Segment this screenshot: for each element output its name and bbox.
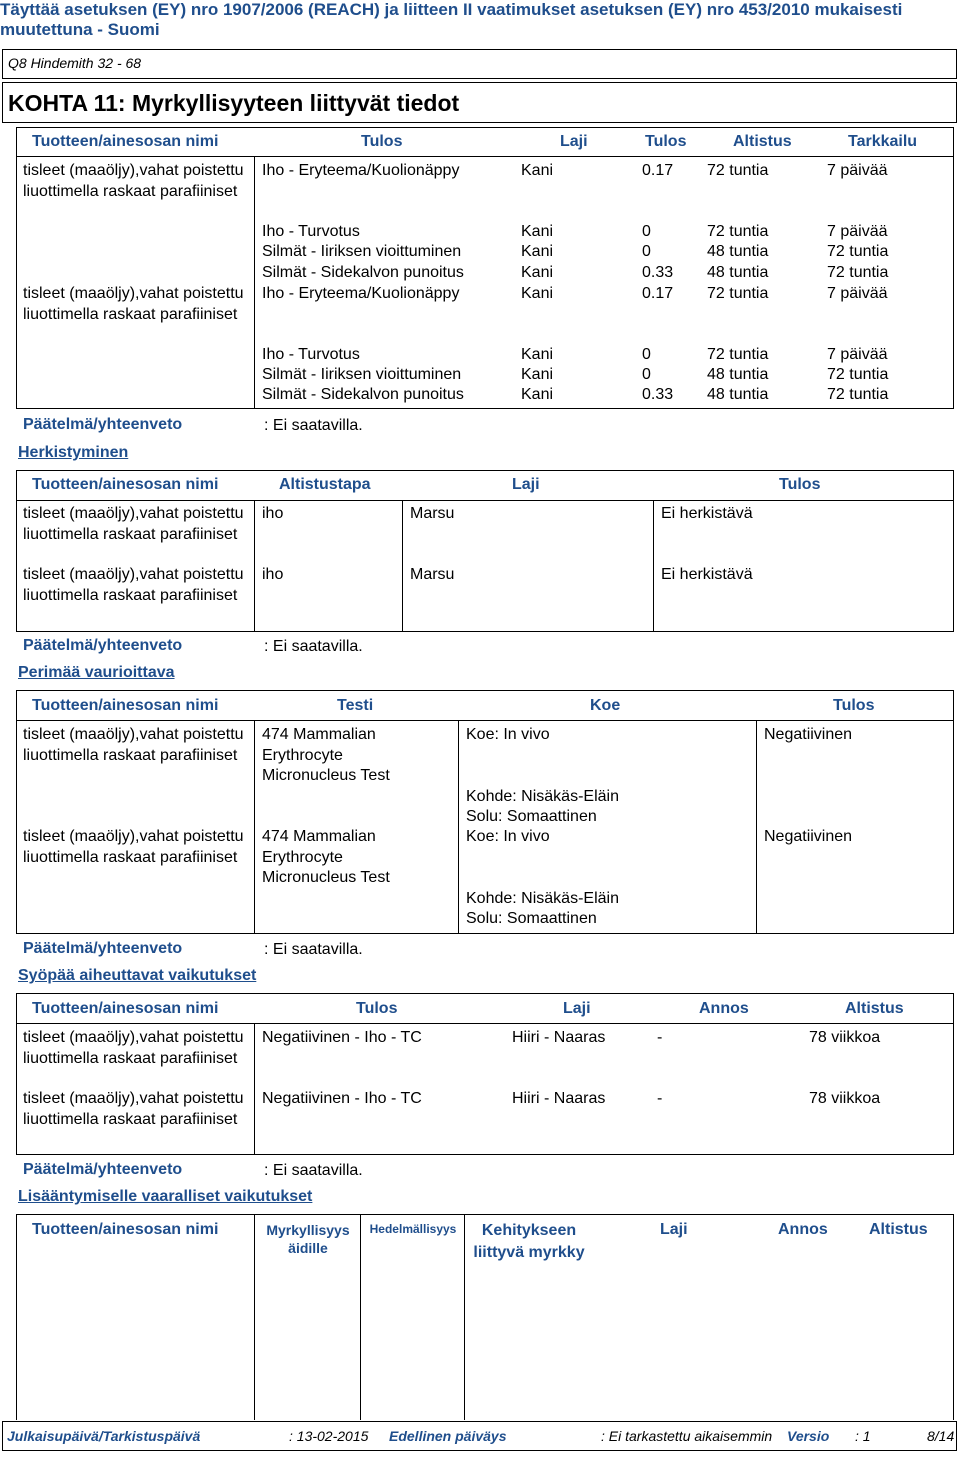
conclusion-label: Päätelmä/yhteenveto — [23, 940, 183, 957]
footer-release-label: Julkaisupäivä/Tarkistuspäivä — [7, 1428, 201, 1444]
table-divider — [16, 500, 954, 501]
substance-name: tisleet (maaöljy),vahat poistettu liuottimella raskaat parafiiniset — [23, 566, 244, 604]
mutagenicity-header-result: Tulos — [833, 697, 875, 714]
conclusion-value: : Ei saatavilla. — [264, 638, 363, 655]
sensitization-header-route: Altistustapa — [279, 476, 371, 493]
mutagenicity-heading: Perimää vaurioittava — [18, 664, 175, 681]
result-cell: Ei herkistävä — [661, 505, 753, 522]
table-divider — [458, 720, 459, 934]
result-cell: Negatiivinen — [764, 726, 853, 743]
experiment-cell: Solu: Somaattinen — [466, 808, 597, 825]
score-cell: 0.33 — [642, 386, 674, 403]
section-heading-box — [2, 82, 957, 123]
observation-cell: 7 päivää — [827, 223, 888, 240]
table-divider — [360, 1214, 361, 1420]
conclusion-label: Päätelmä/yhteenveto — [23, 416, 183, 433]
result-cell: Negatiivinen - Iho - TC — [262, 1029, 422, 1046]
substance-name: tisleet (maaöljy),vahat poistettu liuottimella raskaat parafiiniset — [23, 1029, 244, 1067]
product-name-box — [2, 49, 957, 79]
species-cell: Kani — [521, 223, 554, 240]
table-divider — [254, 1023, 255, 1155]
table-divider — [653, 500, 654, 632]
test-cell: 474 Mammalian Erythrocyte Micronucleus Test — [262, 828, 390, 886]
substance-name: tisleet (maaöljy),vahat poistettu liuottimella raskaat parafiiniset — [23, 726, 244, 764]
result-cell: Iho - Eryteema/Kuolionäppy — [262, 285, 460, 302]
exposure-cell: 78 viikkoa — [809, 1090, 881, 1107]
dose-cell: - — [657, 1090, 663, 1107]
irritation-header-species: Laji — [560, 133, 588, 150]
sensitization-heading: Herkistyminen — [18, 444, 129, 461]
table-divider — [16, 1023, 954, 1024]
species-cell: Kani — [521, 386, 554, 403]
species-cell: Kani — [521, 264, 554, 281]
carcinogenicity-header-result: Tulos — [356, 1000, 398, 1017]
footer-previous-label: Edellinen päiväys — [389, 1428, 507, 1444]
score-cell: 0.33 — [642, 264, 674, 281]
table-divider — [254, 156, 255, 409]
section-heading: KOHTA 11: Myrkyllisyyteen liittyvät tiedot — [8, 90, 460, 116]
footer-release-value: : 13-02-2015 — [289, 1428, 369, 1444]
substance-name: tisleet (maaöljy),vahat poistettu liuottimella raskaat parafiiniset — [23, 828, 244, 866]
observation-cell: 7 päivää — [827, 346, 888, 363]
result-cell: Iho - Turvotus — [262, 346, 360, 363]
result-cell: Iho - Eryteema/Kuolionäppy — [262, 162, 460, 179]
mutagenicity-header-test: Testi — [337, 697, 374, 714]
reproductive-header-exposure: Altistus — [869, 1221, 928, 1238]
species-cell: Hiiri - Naaras — [512, 1090, 606, 1107]
exposure-cell: 72 tuntia — [707, 346, 769, 363]
species-cell: Kani — [521, 346, 554, 363]
dose-cell: - — [657, 1029, 663, 1046]
table-divider — [464, 1214, 465, 1420]
conclusion-label: Päätelmä/yhteenveto — [23, 1161, 183, 1178]
exposure-cell: 72 tuntia — [707, 285, 769, 302]
conclusion-value: : Ei saatavilla. — [264, 941, 363, 958]
species-cell: Hiiri - Naaras — [512, 1029, 606, 1046]
species-cell: Marsu — [410, 566, 455, 583]
observation-cell: 72 tuntia — [827, 386, 889, 403]
conclusion-value: : Ei saatavilla. — [264, 1162, 363, 1179]
carcinogenicity-header-name: Tuotteen/ainesosan nimi — [32, 1000, 219, 1017]
experiment-cell: Kohde: Nisäkäs-Eläin — [466, 890, 619, 907]
mutagenicity-header-experiment: Koe — [590, 697, 621, 714]
score-cell: 0.17 — [642, 162, 674, 179]
result-cell: Silmät - Iiriksen vioittuminen — [262, 366, 462, 383]
carcinogenicity-header-species: Laji — [563, 1000, 591, 1017]
conclusion-label: Päätelmä/yhteenveto — [23, 637, 183, 654]
carcinogenicity-heading: Syöpää aiheuttavat vaikutukset — [18, 967, 257, 984]
table-divider — [254, 1214, 255, 1420]
species-cell: Kani — [521, 285, 554, 302]
exposure-cell: 48 tuntia — [707, 264, 769, 281]
table-divider — [16, 156, 954, 157]
mutagenicity-header-name: Tuotteen/ainesosan nimi — [32, 697, 219, 714]
sensitization-header-result: Tulos — [779, 476, 821, 493]
conclusion-value: : Ei saatavilla. — [264, 417, 363, 434]
exposure-cell: 78 viikkoa — [809, 1029, 881, 1046]
sensitization-header-species: Laji — [512, 476, 540, 493]
substance-name: tisleet (maaöljy),vahat poistettu liuottimella raskaat parafiiniset — [23, 505, 244, 543]
reproductive-header-species: Laji — [660, 1221, 688, 1238]
result-cell: Silmät - Iiriksen vioittuminen — [262, 243, 462, 260]
reproductive-heading: Lisääntymiselle vaaralliset vaikutukset — [18, 1188, 313, 1205]
experiment-cell: Kohde: Nisäkäs-Eläin — [466, 788, 619, 805]
observation-cell: 72 tuntia — [827, 264, 889, 281]
exposure-cell: 72 tuntia — [707, 162, 769, 179]
irritation-header-observation: Tarkkailu — [848, 133, 918, 150]
result-cell: Ei herkistävä — [661, 566, 753, 583]
carcinogenicity-header-exposure: Altistus — [845, 1000, 904, 1017]
reproductive-header-maternal: Myrkyllisyys äidille — [266, 1222, 350, 1256]
observation-cell: 7 päivää — [827, 162, 888, 179]
test-cell: 474 Mammalian Erythrocyte Micronucleus Test — [262, 726, 390, 784]
species-cell: Kani — [521, 243, 554, 260]
result-cell: Silmät - Sidekalvon punoitus — [262, 386, 464, 403]
score-cell: 0 — [642, 346, 651, 363]
result-cell: Silmät - Sidekalvon punoitus — [262, 264, 464, 281]
score-cell: 0 — [642, 366, 651, 383]
observation-cell: 72 tuntia — [827, 243, 889, 260]
reproductive-header-name: Tuotteen/ainesosan nimi — [32, 1221, 219, 1238]
table-divider — [402, 500, 403, 632]
experiment-cell: Solu: Somaattinen — [466, 910, 597, 927]
species-cell: Kani — [521, 366, 554, 383]
substance-name: tisleet (maaöljy),vahat poistettu liuottimella raskaat parafiiniset — [23, 162, 244, 200]
table-divider — [254, 720, 255, 934]
reproductive-header-fertility: Hedelmällisyys — [369, 1222, 457, 1236]
substance-name: tisleet (maaöljy),vahat poistettu liuottimella raskaat parafiiniset — [23, 1090, 244, 1128]
sensitization-header-name: Tuotteen/ainesosan nimi — [32, 476, 219, 493]
exposure-cell: 48 tuntia — [707, 366, 769, 383]
footer-version-label: Versio — [787, 1428, 830, 1444]
observation-cell: 7 päivää — [827, 285, 888, 302]
score-cell: 0 — [642, 223, 651, 240]
route-cell: iho — [262, 505, 284, 522]
table-divider — [254, 500, 255, 632]
document-title: Täyttää asetuksen (EY) nro 1907/2006 (REACH) ja liitteen II vaatimukset asetuksen (EY) nro 453/2010 mukaisesti muutettuna - Suomi — [0, 0, 903, 39]
result-cell: Negatiivinen — [764, 828, 853, 845]
table-divider — [16, 720, 954, 721]
reproductive-header-dose: Annos — [778, 1221, 828, 1238]
irritation-header-name: Tuotteen/ainesosan nimi — [32, 133, 219, 150]
experiment-cell: Koe: In vivo — [466, 726, 550, 743]
exposure-cell: 72 tuntia — [707, 223, 769, 240]
footer-previous-value: : Ei tarkastettu aikaisemmin — [601, 1428, 773, 1444]
irritation-header-result: Tulos — [361, 133, 403, 150]
table-divider — [756, 720, 757, 934]
irritation-header-score: Tulos — [645, 133, 687, 150]
substance-name: tisleet (maaöljy),vahat poistettu liuottimella raskaat parafiiniset — [23, 285, 244, 323]
reproductive-header-development: Kehitykseen liittyvä myrkky — [473, 1222, 585, 1261]
product-name: Q8 Hindemith 32 - 68 — [8, 55, 142, 71]
carcinogenicity-header-dose: Annos — [699, 1000, 749, 1017]
score-cell: 0.17 — [642, 285, 674, 302]
result-cell: Negatiivinen - Iho - TC — [262, 1090, 422, 1107]
result-cell: Iho - Turvotus — [262, 223, 360, 240]
species-cell: Kani — [521, 162, 554, 179]
footer-page-number: 8/14 — [927, 1428, 955, 1444]
species-cell: Marsu — [410, 505, 455, 522]
exposure-cell: 48 tuntia — [707, 243, 769, 260]
exposure-cell: 48 tuntia — [707, 386, 769, 403]
footer-version-value: : 1 — [855, 1428, 871, 1444]
experiment-cell: Koe: In vivo — [466, 828, 550, 845]
score-cell: 0 — [642, 243, 651, 260]
observation-cell: 72 tuntia — [827, 366, 889, 383]
route-cell: iho — [262, 566, 284, 583]
irritation-header-exposure: Altistus — [733, 133, 792, 150]
footer — [2, 1421, 957, 1451]
